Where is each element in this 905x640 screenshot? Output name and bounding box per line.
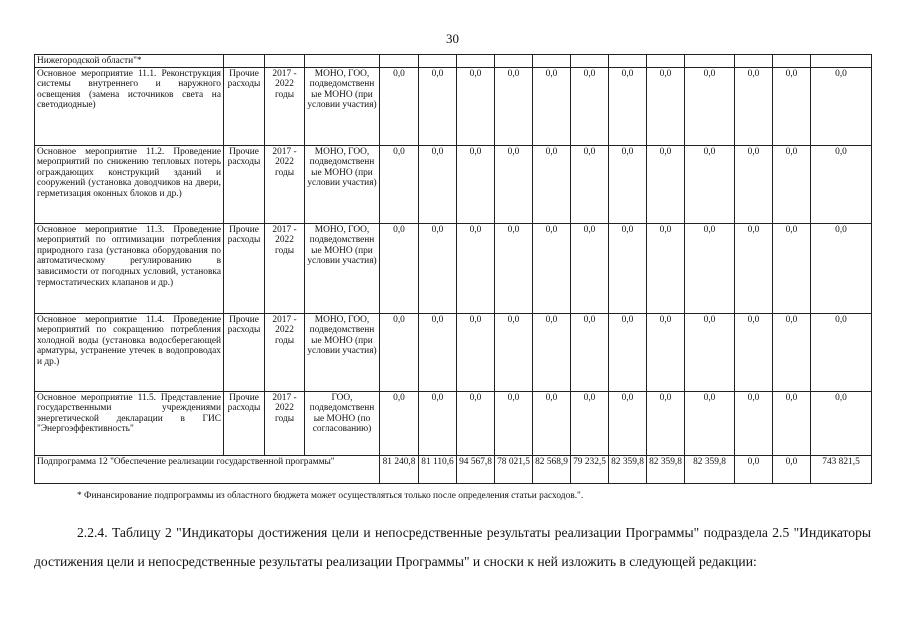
value-cell: 0,0 bbox=[647, 145, 685, 223]
value-cell: 0,0 bbox=[380, 313, 419, 391]
expense-type: Прочие расходы bbox=[224, 145, 265, 223]
subprogram-value-cell: 82 568,9 bbox=[533, 455, 571, 483]
table-row bbox=[35, 223, 872, 313]
value-cell: 0,0 bbox=[773, 67, 811, 145]
value-cell: 0,0 bbox=[685, 67, 735, 145]
value-cell: 0,0 bbox=[495, 145, 533, 223]
value-cell: 0,0 bbox=[380, 223, 419, 313]
value-cell: 0,0 bbox=[811, 313, 872, 391]
value-cell: 0,0 bbox=[571, 67, 609, 145]
value-cell: 0,0 bbox=[735, 223, 773, 313]
value-cell: 0,0 bbox=[735, 313, 773, 391]
value-cell: 0,0 bbox=[457, 223, 495, 313]
value-cell: 0,0 bbox=[647, 67, 685, 145]
value-cell: 0,0 bbox=[571, 391, 609, 455]
period: 2017 - 2022 годы bbox=[265, 223, 305, 313]
period: 2017 - 2022 годы bbox=[265, 313, 305, 391]
table-row bbox=[35, 145, 872, 223]
value-cell: 0,0 bbox=[685, 391, 735, 455]
value-cell: 0,0 bbox=[811, 223, 872, 313]
subprogram-value-cell: 82 359,8 bbox=[685, 455, 735, 483]
value-cell: 0,0 bbox=[735, 67, 773, 145]
table-row-subprogram bbox=[35, 455, 872, 483]
value-cell: 0,0 bbox=[811, 67, 872, 145]
subprogram-value-cell: 81 110,6 bbox=[419, 455, 457, 483]
value-cell: 0,0 bbox=[811, 391, 872, 455]
value-cell: 0,0 bbox=[533, 223, 571, 313]
value-cell: 0,0 bbox=[773, 145, 811, 223]
value-cell: 0,0 bbox=[380, 67, 419, 145]
value-cell: 0,0 bbox=[533, 67, 571, 145]
value-cell: 0,0 bbox=[571, 145, 609, 223]
value-cell: 0,0 bbox=[609, 313, 647, 391]
subprogram-value-cell: 78 021,5 bbox=[495, 455, 533, 483]
expense-type: Прочие расходы bbox=[224, 67, 265, 145]
value-cell: 0,0 bbox=[533, 391, 571, 455]
value-cell: 0,0 bbox=[571, 313, 609, 391]
page-number: 30 bbox=[446, 31, 459, 46]
table-row bbox=[35, 391, 872, 455]
value-cell: 0,0 bbox=[419, 223, 457, 313]
expense-type: Прочие расходы bbox=[224, 313, 265, 391]
activity-description: Основное мероприятие 11.2. Проведение мероприятий по снижению тепловых потерь ограждающих конструкций зданий и сооружений (установка доводчиков на двери, герметизация оконных блоков и др.) bbox=[35, 145, 224, 223]
executors: ГОО, подведомственные МОНО (по согласованию) bbox=[305, 391, 380, 455]
value-cell: 0,0 bbox=[735, 391, 773, 455]
value-cell: 0,0 bbox=[457, 67, 495, 145]
value-cell: 0,0 bbox=[533, 145, 571, 223]
activity-description: Основное мероприятие 11.3. Проведение мероприятий по оптимизации потребления природного газа (установка оборудования по автоматическому регулированию в зависимости от погодных условий, установка термостатических клапанов и др.) bbox=[35, 223, 224, 313]
period: 2017 - 2022 годы bbox=[265, 145, 305, 223]
value-cell: 0,0 bbox=[380, 391, 419, 455]
subprogram-value-cell: 743 821,5 bbox=[811, 455, 872, 483]
value-cell: 0,0 bbox=[811, 145, 872, 223]
value-cell: 0,0 bbox=[419, 145, 457, 223]
executors: МОНО, ГОО, подведомственные МОНО (при условии участия) bbox=[305, 223, 380, 313]
value-cell: 0,0 bbox=[495, 313, 533, 391]
expense-type: Прочие расходы bbox=[224, 223, 265, 313]
executors: МОНО, ГОО, подведомственные МОНО (при условии участия) bbox=[305, 145, 380, 223]
value-cell: 0,0 bbox=[647, 391, 685, 455]
header-row-label: Нижегородской области"* bbox=[35, 55, 224, 68]
executors: МОНО, ГОО, подведомственные МОНО (при условии участия) bbox=[305, 313, 380, 391]
subprogram-value-cell: 0,0 bbox=[773, 455, 811, 483]
value-cell: 0,0 bbox=[609, 391, 647, 455]
table-row-header bbox=[35, 55, 872, 68]
period: 2017 - 2022 годы bbox=[265, 391, 305, 455]
activity-description: Основное мероприятие 11.4. Проведение мероприятий по сокращению потребления холодной воды (установка водосберегающей арматуры, устранение утечек в водопроводах и др.) bbox=[35, 313, 224, 391]
value-cell: 0,0 bbox=[419, 67, 457, 145]
value-cell: 0,0 bbox=[609, 223, 647, 313]
subprogram-value-cell: 79 232,5 bbox=[571, 455, 609, 483]
table-row bbox=[35, 313, 872, 391]
subprogram-value-cell: 82 359,8 bbox=[647, 455, 685, 483]
value-cell: 0,0 bbox=[533, 313, 571, 391]
value-cell: 0,0 bbox=[685, 145, 735, 223]
value-cell: 0,0 bbox=[773, 223, 811, 313]
value-cell: 0,0 bbox=[685, 313, 735, 391]
amendment-paragraph: 2.2.4. Таблицу 2 "Индикаторы достижения цели и непосредственные результаты реализации Программы" подраздела 2.5 "Индикаторы достижения цели и непосредственные результаты реализации Программы" и сноски к ней изложить в следующей редакции: bbox=[34, 525, 871, 569]
subprogram-value-cell: 82 359,8 bbox=[609, 455, 647, 483]
value-cell: 0,0 bbox=[773, 391, 811, 455]
activity-description: Основное мероприятие 11.5. Представление государственными учреждениями энергетической декларации в ГИС "Энергоэффективность" bbox=[35, 391, 224, 455]
value-cell: 0,0 bbox=[457, 145, 495, 223]
value-cell: 0,0 bbox=[647, 223, 685, 313]
value-cell: 0,0 bbox=[419, 391, 457, 455]
period: 2017 - 2022 годы bbox=[265, 67, 305, 145]
subprogram-value-cell: 94 567,8 bbox=[457, 455, 495, 483]
activity-description: Основное мероприятие 11.1. Реконструкция системы внутреннего и наружного освещения (замена источников света на светодиодные) bbox=[35, 67, 224, 145]
value-cell: 0,0 bbox=[685, 223, 735, 313]
table-footnote: * Финансирование подпрограммы из областного бюджета может осуществляться только после определения статьи расходов.". bbox=[77, 491, 584, 501]
value-cell: 0,0 bbox=[495, 67, 533, 145]
table-row bbox=[35, 67, 872, 145]
value-cell: 0,0 bbox=[380, 145, 419, 223]
subprogram-value-cell: 0,0 bbox=[735, 455, 773, 483]
value-cell: 0,0 bbox=[457, 313, 495, 391]
subprogram-value-cell: 81 240,8 bbox=[380, 455, 419, 483]
value-cell: 0,0 bbox=[495, 391, 533, 455]
value-cell: 0,0 bbox=[457, 391, 495, 455]
value-cell: 0,0 bbox=[647, 313, 685, 391]
expense-type: Прочие расходы bbox=[224, 391, 265, 455]
value-cell: 0,0 bbox=[609, 67, 647, 145]
value-cell: 0,0 bbox=[419, 313, 457, 391]
value-cell: 0,0 bbox=[773, 313, 811, 391]
value-cell: 0,0 bbox=[609, 145, 647, 223]
value-cell: 0,0 bbox=[495, 223, 533, 313]
value-cell: 0,0 bbox=[735, 145, 773, 223]
value-cell: 0,0 bbox=[571, 223, 609, 313]
executors: МОНО, ГОО, подведомственные МОНО (при условии участия) bbox=[305, 67, 380, 145]
budget-table bbox=[34, 54, 872, 484]
subprogram-label: Подпрограмма 12 "Обеспечение реализации государственной программы" bbox=[35, 455, 380, 483]
